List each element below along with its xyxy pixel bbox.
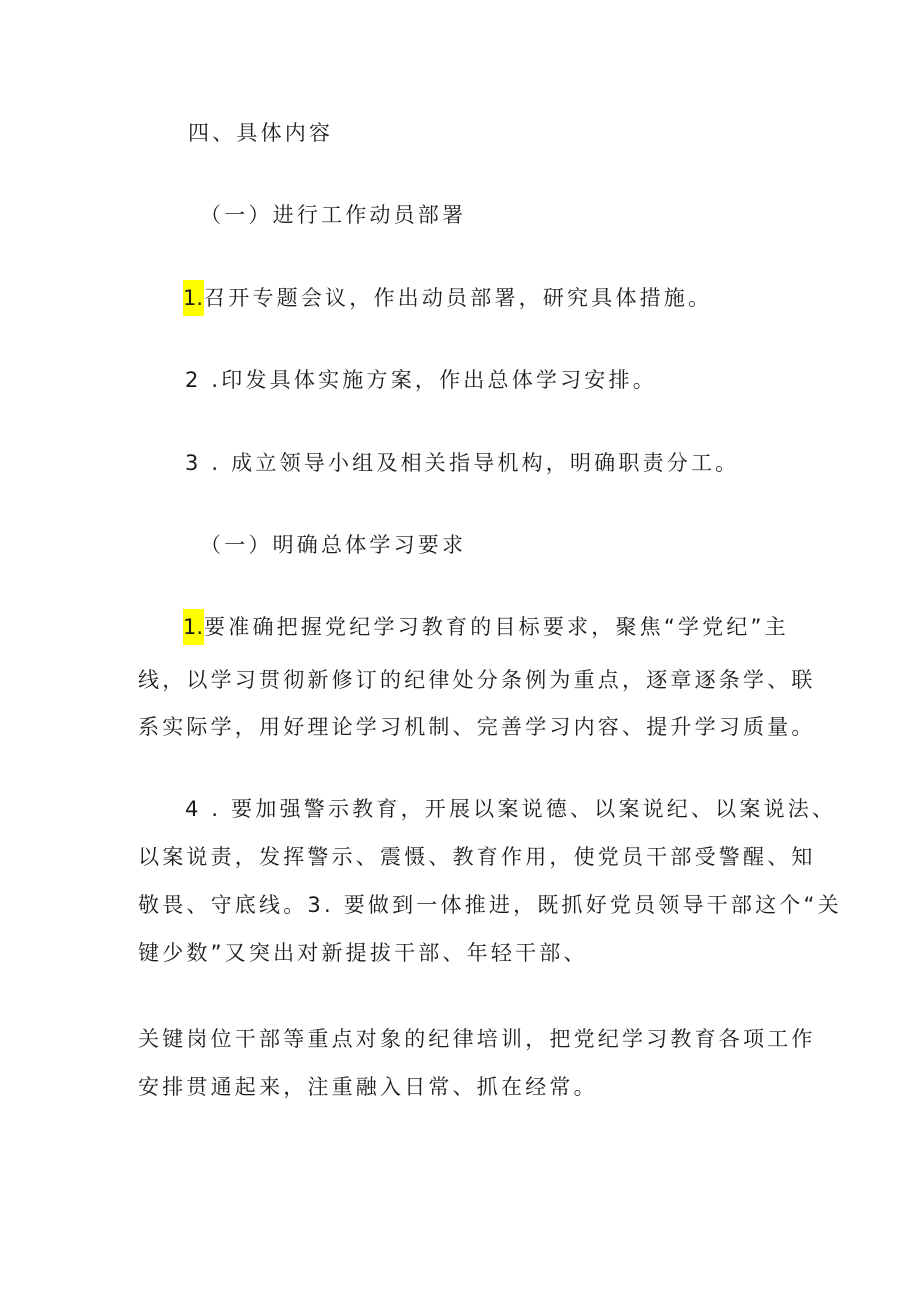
list-item-1-1 xyxy=(183,283,712,313)
list-item-1-2: 2 .印发具体实施方案，作出总体学习安排。 xyxy=(185,368,657,392)
list-item-1-3: 3 . 成立领导小组及相关指导机构，明确职责分工。 xyxy=(185,451,740,475)
list-item-4-line-1: 4 . 要加强警示教育，开展以案说德、以案说纪、以案说法、 xyxy=(185,797,837,821)
list-item-2-1-line-2: 线，以学习贯彻新修订的纪律处分条例为重点，逐章逐条学、联 xyxy=(138,668,816,692)
list-item-2-1-line-1 xyxy=(183,612,789,642)
highlighted-number: 1. xyxy=(183,609,204,645)
list-item-4-line-4: 键少数”又突出对新提拔干部、年轻干部、 xyxy=(138,941,588,965)
list-item-4-line-2: 以案说责，发挥警示、震慑、教育作用，使党员干部受警醒、知 xyxy=(138,845,816,869)
section-heading-4: 四、具体内容 xyxy=(188,121,334,145)
list-item-text: 要准确把握党纪学习教育的目标要求，聚焦“学党纪”主 xyxy=(204,615,789,639)
list-item-4-line-3: 敬畏、守底线。3. 要做到一体推进，既抓好党员领导干部这个“关 xyxy=(138,893,842,917)
list-item-text: 召开专题会议，作出动员部署，研究具体措施。 xyxy=(204,286,713,310)
list-item-2-1-line-3: 系实际学，用好理论学习机制、完善学习内容、提升学习质量。 xyxy=(138,715,816,739)
subsection-heading-1: （一）进行工作动员部署 xyxy=(200,203,467,227)
continuation-line-2: 安排贯通起来，注重融入日常、抓在经常。 xyxy=(138,1075,598,1099)
continuation-line-1: 关键岗位干部等重点对象的纪律培训，把党纪学习教育各项工作 xyxy=(138,1027,816,1051)
subsection-heading-2: （一）明确总体学习要求 xyxy=(200,533,467,557)
highlighted-number: 1. xyxy=(183,280,204,316)
